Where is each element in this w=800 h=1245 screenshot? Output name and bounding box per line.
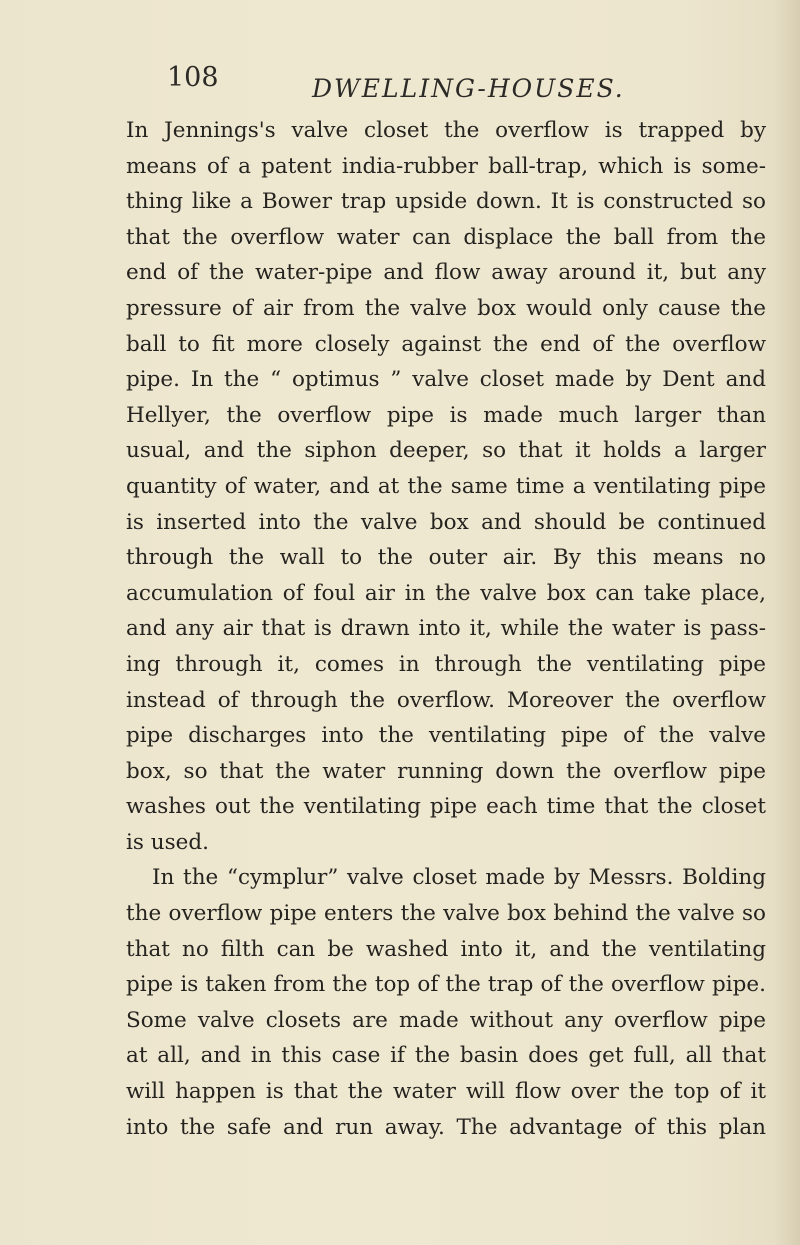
text-line: washes out the ventilating pipe each time that the closet xyxy=(126,794,766,820)
text-line: that the overflow water can displace the ball from the xyxy=(126,224,766,250)
text-line: will happen is that the water will flow over the top of it xyxy=(126,1079,766,1105)
page-header xyxy=(0,62,800,112)
paragraph-2 xyxy=(126,860,766,1145)
text-line: is used. xyxy=(126,829,209,855)
text-line: through the wall to the outer air. By this means no xyxy=(126,545,766,571)
text-line: at all, and in this case if the basin does get full, all that xyxy=(126,1043,766,1069)
text-line: Hellyer, the overflow pipe is made much larger than xyxy=(126,402,766,428)
text-line: In the “cymplur” valve closet made by Messrs. Bolding xyxy=(152,865,766,891)
paragraph-1 xyxy=(126,113,766,860)
text-line: instead of through the overflow. Moreover the overflow xyxy=(126,687,766,713)
text-line: pipe is taken from the top of the trap of the overflow pipe. xyxy=(126,972,766,998)
text-line: box, so that the water running down the overflow pipe xyxy=(126,758,766,784)
text-line: end of the water-pipe and flow away around it, but any xyxy=(126,260,766,286)
text-line: quantity of water, and at the same time a ventilating pipe xyxy=(126,473,766,499)
text-line: ball to fit more closely against the end of the overflow xyxy=(126,331,766,357)
text-line: pressure of air from the valve box would only cause the xyxy=(126,295,766,321)
text-line: is inserted into the valve box and should be continued xyxy=(126,509,766,535)
running-head: DWELLING-HOUSES. xyxy=(312,74,625,103)
text-line: pipe discharges into the ventilating pipe of the valve xyxy=(126,723,766,749)
text-line: Some valve closets are made without any overflow pipe xyxy=(126,1007,766,1033)
text-line: ing through it, comes in through the ventilating pipe xyxy=(126,651,766,677)
text-line: accumulation of foul air in the valve box can take place, xyxy=(126,580,766,606)
text-line: In Jennings's valve closet the overflow is trapped by xyxy=(126,118,766,143)
text-line: the overflow pipe enters the valve box behind the valve so xyxy=(126,901,766,927)
page-edge-shadow xyxy=(774,0,800,1245)
text-line: that no filth can be washed into it, and the ventilating xyxy=(126,936,766,962)
text-line: pipe. In the “ optimus ” valve closet made by Dent and xyxy=(126,367,766,393)
text-line: thing like a Bower trap upside down. It is constructed so xyxy=(126,189,766,215)
text-line: into the safe and run away. The advantage of this plan xyxy=(126,1114,766,1140)
text-line: means of a patent india-rubber ball-trap, which is some- xyxy=(126,153,766,179)
body-text xyxy=(126,113,766,1145)
text-line: and any air that is drawn into it, while the water is pass- xyxy=(126,616,766,642)
text-line: usual, and the siphon deeper, so that it holds a larger xyxy=(126,438,766,464)
page-number: 108 xyxy=(167,62,219,93)
